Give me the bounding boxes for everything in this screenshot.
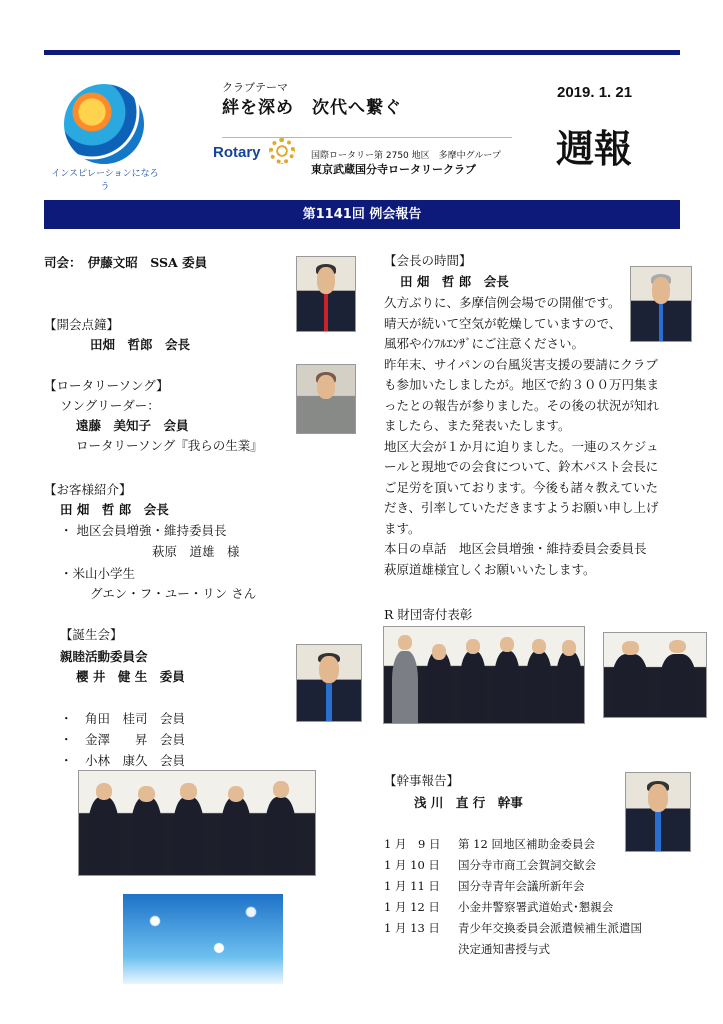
birthday-member: ・ 小林 康久 会員	[60, 753, 186, 768]
speech-line: 本日の卓話 地区会員増強・維持委員会委員長	[384, 541, 647, 556]
speech-line: 昨年末、サイパンの台風災害支援の要請にクラブ	[384, 356, 658, 372]
schedule-event: 国分寺市商工会賀詞交歓会	[458, 858, 596, 872]
schedule-row	[384, 939, 642, 960]
guests-host: 田 畑 哲 郎 会長	[60, 502, 169, 517]
speech-line: ールと現地での会食について、鈴木パスト会長に	[384, 459, 659, 474]
speech-line: ご足労を頂いております。今後も諸々教えていた	[384, 479, 659, 495]
speech-line: 風邪やｲﾝﾌﾙｴﾝｻﾞにご注意ください。	[384, 336, 585, 351]
president-speech	[384, 293, 659, 580]
secretary-heading: 【幹事報告】	[384, 773, 460, 788]
opening-name: 田畑 哲郎 会長	[90, 337, 191, 352]
schedule-date: 1 月 13 日	[384, 921, 440, 935]
schedule-event: 第 12 回地区補助金委員会	[458, 837, 595, 851]
mc-photo	[296, 256, 356, 332]
president-name: 田 畑 哲 郎 会長	[400, 274, 509, 289]
guest2-name: グエン・フ・ユー・リン さん	[90, 586, 257, 601]
speech-line: だき、引率していただきますようお願い申し上げ	[384, 500, 659, 515]
speech-line: ます。	[384, 520, 421, 536]
schedule-row	[384, 876, 642, 897]
theme-label: クラブテーマ	[222, 81, 288, 94]
song-title: ロータリーソング『我らの生業』	[76, 438, 263, 453]
opening-heading: 【開会点鐘】	[44, 317, 120, 332]
schedule-row	[384, 897, 642, 918]
birthday-host: 櫻 井 健 生 委員	[76, 669, 185, 684]
publication-title: 週報	[556, 127, 633, 171]
schedule-event: 国分寺青年会議所新年会	[458, 879, 585, 893]
theme-text: 絆を深め 次代へ繋ぐ	[222, 98, 402, 118]
schedule-date: 1 月 10 日	[384, 858, 440, 872]
schedule-event: 小金井警察署武道始式･懇親会	[458, 900, 614, 914]
schedule-event: 青少年交換委員会派遣候補生派遣国	[458, 921, 642, 935]
birthday-host-photo	[296, 644, 362, 722]
birthday-group-photo	[78, 770, 316, 876]
guest1-title: ・ 地区会員増強・維持委員長	[60, 523, 227, 538]
club-logo-icon	[64, 84, 144, 164]
birthday-member: ・ 角田 桂司 会員	[60, 711, 186, 726]
speech-line: 晴天が続いて空気が乾燥していますので、	[384, 315, 622, 331]
song-leader-label: ソングリーダー：	[60, 398, 160, 413]
speech-line: 久方ぶりに、多摩信例会場での開催です。	[384, 295, 621, 310]
schedule-date: 1 月 12 日	[384, 900, 440, 914]
song-leader-photo	[296, 364, 356, 434]
birthday-committee: 親睦活動委員会	[60, 649, 148, 664]
mc-line: 司会： 伊藤文昭 SSA 委員	[44, 255, 208, 270]
district-text: 国際ロータリー第 2750 地区 多摩中グループ	[311, 151, 501, 161]
top-rule	[44, 50, 680, 55]
rotary-wordmark: Rotary	[213, 144, 261, 161]
guest1-name: 萩原 道雄 様	[152, 544, 240, 559]
secretary-name: 浅 川 直 行 幹事	[414, 795, 523, 810]
birthday-member: ・ 金澤 昇 会員	[60, 732, 186, 747]
schedule-list	[384, 834, 642, 960]
snowflake-decoration	[123, 894, 283, 984]
schedule-date: 1 月 9 日	[384, 837, 441, 851]
guests-heading: 【お客様紹介】	[44, 482, 132, 497]
guest2-title: ・米山小学生	[60, 566, 136, 581]
speech-line: 地区大会が１か月に迫りました。一連のスケジュ	[384, 438, 659, 454]
birthday-heading: 【誕生会】	[60, 627, 123, 642]
schedule-row	[384, 834, 642, 855]
speech-line: ったとの報告が参りました。その後の状況が知れ	[384, 397, 660, 413]
song-heading: 【ロータリーソング】	[44, 378, 169, 393]
song-leader-name: 遠藤 美知子 会員	[76, 418, 189, 433]
header-divider	[222, 137, 512, 138]
issue-date: 2019. 1. 21	[557, 84, 633, 101]
rotary-wheel-icon	[269, 138, 295, 164]
speech-line: も参加いたしましたが。地区で約３００万円集ま	[384, 377, 660, 392]
schedule-row	[384, 918, 642, 939]
logo-caption: インスピレーションになろう	[51, 169, 159, 192]
foundation-group-photo	[383, 626, 585, 724]
foundation-award-photo	[603, 632, 707, 718]
schedule-row	[384, 855, 642, 876]
schedule-event: 決定通知書授与式	[458, 942, 550, 956]
president-heading: 【会長の時間】	[384, 253, 472, 268]
foundation-heading: R 財団寄付表彰	[384, 607, 473, 622]
club-name: 東京武蔵国分寺ロータリークラブ	[311, 163, 476, 176]
speech-line: 萩原道雄様宜しくお願いいたします。	[384, 561, 596, 577]
schedule-date: 1 月 11 日	[384, 879, 440, 893]
speech-line: ましたら、また発表いたします。	[384, 418, 571, 433]
meeting-banner: 第1141回 例会報告	[44, 200, 680, 229]
